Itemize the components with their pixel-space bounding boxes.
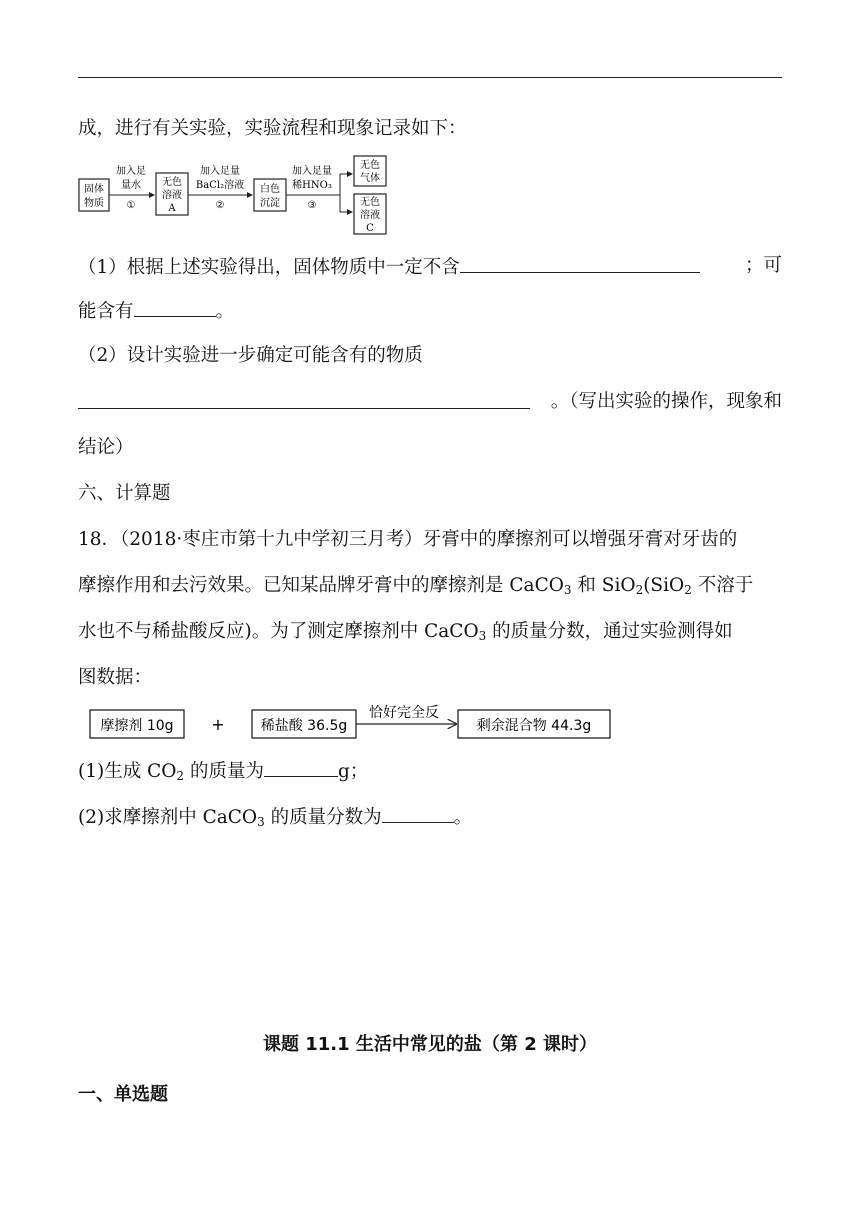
- question-2-line-1: （2）设计实验进一步确定可能含有的物质: [78, 345, 423, 366]
- gas-label-2: 气体: [360, 173, 380, 184]
- intro-text: 成，进行有关实验，实验流程和现象记录如下：: [78, 118, 467, 139]
- q1-answer-blank-2[interactable]: [134, 298, 216, 317]
- problem-18-line-3: 水也不与稀盐酸反应)。为了测定摩擦剂中 CaCO$_3$ 的质量分数，通过实验测得如: [78, 621, 733, 643]
- solution-c-label-1: 无色: [360, 197, 380, 208]
- reaction-arrow-label: 恰好完全反: [369, 705, 439, 721]
- question-2-line-2: [78, 390, 782, 414]
- solution-c-label-2: 溶液: [360, 210, 380, 221]
- question-1-line-1: [78, 254, 782, 280]
- acid-label: 稀盐酸 36.5g: [260, 718, 348, 734]
- step1-label-a: 加入足: [116, 166, 146, 177]
- solid-label-1: 固体: [84, 184, 104, 195]
- step3-label-b: 稀HNO₃: [292, 180, 332, 191]
- problem-18-line-4: 图数据：: [78, 667, 153, 688]
- precipitate-label-2: 沉淀: [260, 198, 280, 209]
- question-2-line-3: 结论）: [78, 437, 134, 458]
- step3-number: ③: [307, 200, 317, 211]
- subquestion-2-blank[interactable]: [382, 804, 454, 823]
- step1-number: ①: [126, 200, 136, 211]
- solution-a-label-2: 溶液: [162, 190, 182, 201]
- plus-sign: +: [211, 715, 225, 734]
- precipitate-label-1: 白色: [260, 184, 280, 195]
- step2-label-a: 加入足量: [200, 166, 240, 177]
- q1-text-3: 。: [215, 301, 235, 322]
- subquestion-1-blank[interactable]: [264, 758, 338, 777]
- q2-text-2: 。（写出实验的操作，现象和: [550, 391, 782, 412]
- subquestion-1: (1)生成 $CO_2$ 的质量为 g；: [78, 758, 782, 784]
- gas-label-1: 无色: [360, 160, 380, 171]
- solution-c-label-3: C: [366, 223, 374, 234]
- q1-text-end: ；可: [744, 255, 782, 276]
- step1-label-b: 量水: [121, 180, 141, 191]
- step3-label-a: 加入足量: [292, 166, 332, 177]
- q1-text-2: 能含有: [78, 301, 134, 322]
- remaining-mixture-label: 剩余混合物 44.3g: [476, 718, 592, 734]
- q1-text: （1）根据上述实验得出，固体物质中一定不含: [78, 257, 460, 278]
- step2-number: ②: [215, 200, 225, 211]
- section-1-heading: 一、单选题: [78, 1084, 168, 1105]
- solution-a-label-1: 无色: [162, 177, 182, 188]
- reaction-data-figure: [88, 700, 628, 744]
- question-1-line-2: [78, 298, 782, 324]
- problem-18-line-2: 摩擦作用和去污效果。已知某品牌牙膏中的摩擦剂是 CaCO$_3$ 和 SiO$_2$(SiO$_2$ 不溶于: [78, 575, 754, 597]
- experiment-flow-diagram: [78, 152, 398, 236]
- solution-a-label-3: A: [168, 203, 176, 214]
- q2-answer-blank[interactable]: [78, 390, 530, 409]
- q1-answer-blank-1[interactable]: [460, 254, 700, 273]
- lesson-title: 课题 11.1 生活中常见的盐（第 2 课时）: [262, 1034, 597, 1055]
- solid-label-2: 物质: [84, 198, 104, 209]
- section-6-heading: 六、计算题: [78, 483, 171, 504]
- header-rule: [78, 77, 782, 78]
- abrasive-label: 摩擦剂 10g: [100, 718, 174, 734]
- step2-label-b: BaCl₂溶液: [195, 180, 245, 191]
- problem-18-line-1: 18．（2018·枣庄市第十九中学初三月考）牙膏中的摩擦剂可以增强牙膏对牙齿的: [78, 529, 738, 550]
- subquestion-2: (2)求摩擦剂中 CaCO$_3$ 的质量分数为 。: [78, 804, 782, 830]
